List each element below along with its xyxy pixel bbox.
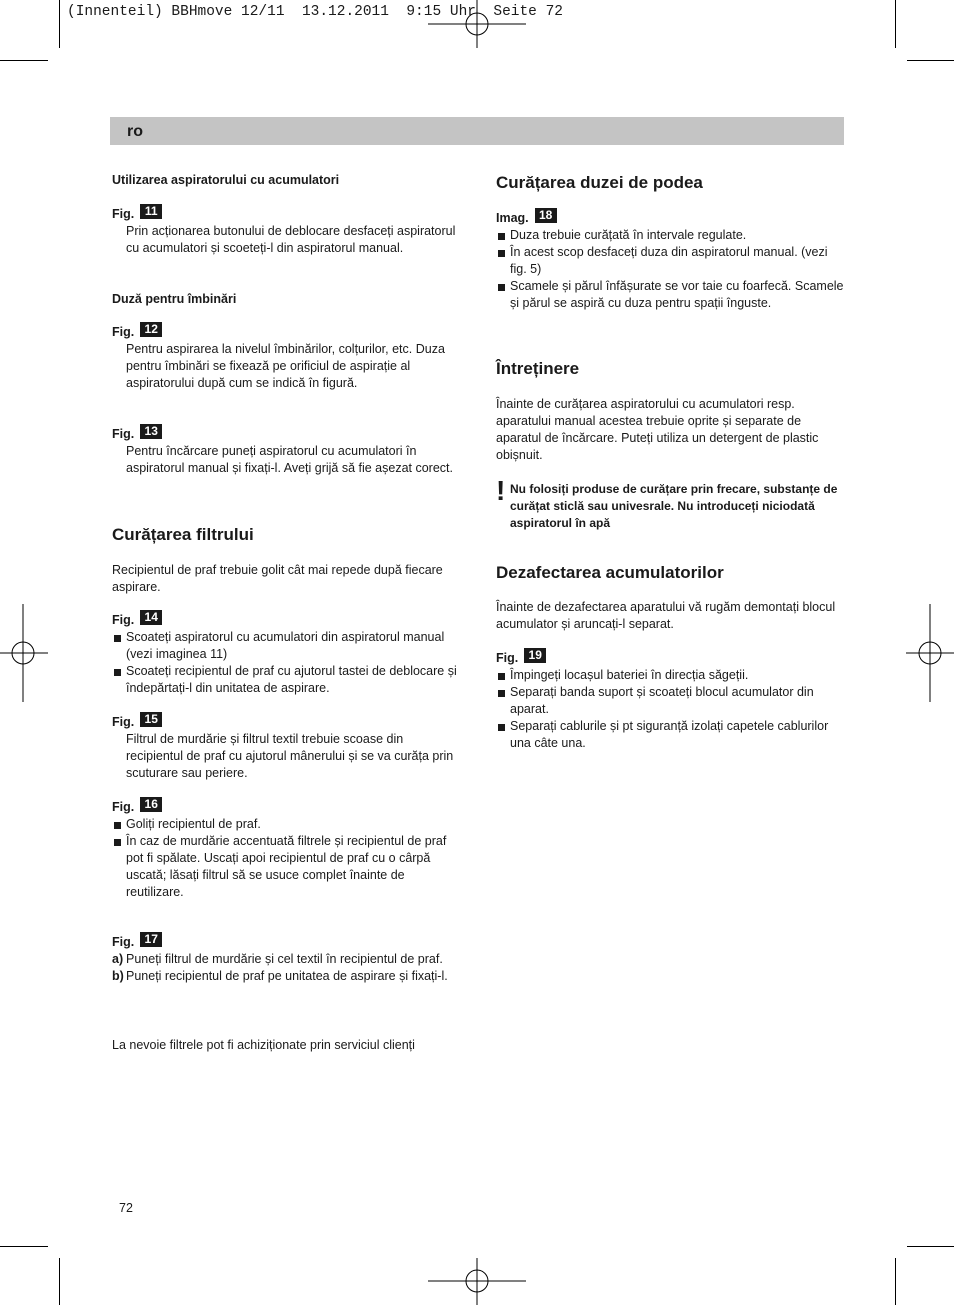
fig-19-block: [496, 648, 846, 752]
registration-mark-right: [906, 604, 954, 702]
list-item: Scoateți recipientul de praf cu ajutorul tastei de deblocare și îndepărtați-l din unitatea de aspirare.: [112, 663, 462, 697]
item-text: Puneți recipientul de praf pe unitatea de aspirare și fixați-l.: [126, 969, 448, 983]
list-item: [112, 951, 462, 968]
fig-17-block: [112, 932, 462, 985]
registration-mark-bottom: [428, 1258, 526, 1305]
list-item: Separați banda suport și scoateți blocul acumulator din aparat.: [496, 684, 846, 718]
fig-number: 13: [140, 424, 162, 439]
fig-label: Fig.: [112, 935, 135, 949]
page-number: 72: [119, 1201, 133, 1215]
maintenance-text: Înainte de curățarea aspiratorului cu acumulatori resp. aparatului manual acestea trebuie oprite și separate de aparatul de încărcare. Puteți utiliza un detergent de plastic obișnuit.: [496, 397, 819, 462]
item-key: b): [112, 969, 124, 983]
list-item: [112, 968, 462, 985]
section-title-crevice: Duză pentru îmbinări: [112, 292, 237, 306]
fig-16-block: [112, 797, 462, 901]
list-item: Împingeți locașul bateriei în direcția săgeții.: [496, 667, 846, 684]
warning-text: Nu folosiți produse de curățare prin frecare, substanțe de curățat sticlă sau univesrale. Nu introduceți niciodată aspiratorul în apă: [510, 482, 838, 530]
section-title-usage: Utilizarea aspiratorului cu acumulatori: [112, 173, 340, 187]
fig-label: Imag.: [496, 211, 529, 225]
fig-number: 12: [140, 322, 162, 337]
fig-12-text: Pentru aspirarea la nivelul îmbinărilor, colțurilor, etc. Duza pentru îmbinări se fixează pe orificiul de aspirație al aspiratorului după cum se indică în figură.: [126, 342, 445, 390]
fig-label: Fig.: [112, 427, 135, 441]
heading-nozzle-cleaning: Curățarea duzei de podea: [496, 173, 703, 192]
warning-icon: !: [496, 475, 506, 506]
fig-label: Fig.: [112, 207, 135, 221]
print-header: (Innenteil) BBHmove 12/11 13.12.2011 9:15 Uhr Seite 72: [67, 4, 563, 20]
fig-label: Fig.: [112, 325, 135, 339]
fig-number: 11: [140, 204, 162, 219]
heading-disposal: Dezafectarea acumulatorilor: [496, 563, 724, 582]
list-item: Scamele și părul înfășurate se vor taie cu foarfecă. Scamele și părul se aspiră cu duza pentru spații înguste.: [496, 278, 846, 312]
item-key: a): [112, 952, 124, 966]
fig-label: Fig.: [112, 613, 135, 627]
fig-18-block: [496, 208, 846, 312]
fig-number: 18: [535, 208, 557, 223]
list-item: Scoateți aspiratorul cu acumulatori din aspiratorul manual (vezi imaginea 11): [112, 629, 462, 663]
heading-filter-cleaning: Curățarea filtrului: [112, 525, 254, 544]
right-column: [496, 0, 846, 750]
registration-mark-left: [0, 604, 48, 702]
fig-11-text: Prin acționarea butonului de deblocare desfaceți aspiratorul cu acumulatori și scoeteți-l din aspiratorul manual.: [126, 224, 456, 255]
list-item: Duza trebuie curățată în intervale regulate.: [496, 227, 846, 244]
language-tag: ro: [127, 123, 143, 140]
fig-13-text: Pentru încărcare puneți aspiratorul cu acumulatori în aspiratorul manual și fixați-l. Aveți grijă să fie așezat corect.: [126, 444, 453, 475]
heading-maintenance: Întreținere: [496, 359, 580, 378]
fig-number: 14: [140, 610, 162, 625]
fig-label: Fig.: [496, 651, 519, 665]
fig-number: 17: [140, 932, 162, 947]
fig-label: Fig.: [112, 800, 135, 814]
item-text: Puneți filtrul de murdărie și cel textil în recipientul de praf.: [126, 952, 443, 966]
disposal-text: Înainte de dezafectarea aparatului vă rugăm demontați blocul acumulator și aruncați-l separat.: [496, 600, 836, 631]
fig-12-block: [112, 322, 462, 392]
fig-number: 19: [524, 648, 546, 663]
filter-intro: Recipientul de praf trebuie golit cât mai repede după fiecare aspirare.: [112, 563, 443, 594]
warning-note: [496, 475, 850, 532]
fig-11-block: [112, 204, 462, 257]
list-item: În caz de murdărie accentuată filtrele și recipientul de praf pot fi spălate. Uscați apoi recipientul de praf cu o cârpă uscată; lăsați filtrul să se usuce complet înainte de reutilizare.: [112, 833, 462, 901]
fig-13-block: [112, 424, 462, 477]
fig-number: 16: [140, 797, 162, 812]
list-item: Goliți recipientul de praf.: [112, 816, 462, 833]
filter-note: La nevoie filtrele pot fi achiziționate prin serviciul clienți: [112, 1038, 415, 1052]
list-item: În acest scop desfaceți duza din aspiratorul manual. (vezi fig. 5): [496, 244, 846, 278]
fig-number: 15: [140, 712, 162, 727]
fig-15-text: Filtrul de murdărie și filtrul textil trebuie scoase din recipientul de praf cu ajutorul mânerului și se va curăța prin scuturare sau periere.: [126, 732, 454, 780]
list-item: Separați cablurile și pt siguranță izolați capetele cablurilor una câte una.: [496, 718, 846, 752]
fig-14-block: [112, 610, 462, 697]
fig-label: Fig.: [112, 715, 135, 729]
fig-15-block: [112, 712, 462, 782]
language-bar: [110, 117, 844, 145]
